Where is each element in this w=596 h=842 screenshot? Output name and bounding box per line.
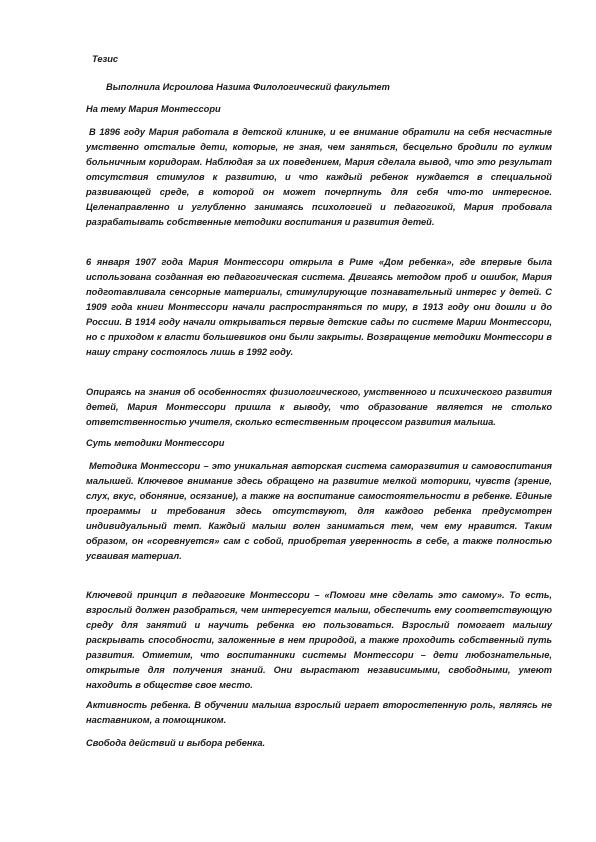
paragraph-3: Опираясь на знания об особенностях физиологического, умственного и психического развития детей, Мария Монтессори пришла к выводу, что образование является не столько ответственностью учителя, сколько естественным процессом развития малыша. bbox=[86, 387, 552, 427]
author-line: Выполнила Исроилова Назима Филологический факультет bbox=[106, 82, 390, 92]
paragraph-6: Активность ребенка. В обучении малыша взрослый играет второстепенную роль, являясь не наставником, а помощником. bbox=[86, 700, 552, 725]
paragraph-1: В 1896 году Мария работала в детской клинике, и ее внимание обратили на себя несчастные умственно отсталые дети, которые, не зная, чем заняться, бесцельно бродили по гулким больничным коридорам. Наблюдая за их поведением, Мария сделала вывод, что это результат отсутствия стимулов к развитию, и что каждый ребенок нуждается в специальной развивающей среде, в которой он может почерпнуть для себя что-то интересное. Целенаправленно и углубленно занимаясь психологией и педагогикой, Мария пробовала разрабатывать собственные методики воспитания и развития детей. bbox=[86, 127, 552, 227]
paragraph-7: Свобода действий и выбора ребенка. bbox=[86, 738, 266, 748]
section-heading: Суть методики Монтессори bbox=[86, 438, 225, 448]
paragraph-2: 6 января 1907 года Мария Монтессори открыла в Риме «Дом ребенка», где впервые была использована созданная ею педагогическая система. Двигаясь методом проб и ошибок, Мария подготавливала сенсорные материалы, стимулирующие познавательный интерес у детей. С 1909 года книги Монтессори начали распространяться по миру, в 1913 году они дошли и до России. В 1914 году начали открываться первые детские сады по системе Марии Монтессори, но с приходом к власти большевиков они были закрыты. Возвращение методики Монтессори в нашу страну состоялось лишь в 1992 году. bbox=[86, 257, 552, 357]
topic-line: На тему Мария Монтессори bbox=[86, 104, 221, 114]
document-title: Тезис bbox=[92, 54, 119, 64]
paragraph-5: Ключевой принцип в педагогике Монтессори – «Помоги мне сделать это самому». То есть, взрослый должен разобраться, чем интересуется малыш, обеспечить ему соответствующую среду для занятий и научить ребенка ею пользоваться. Взрослый помогает малышу раскрывать способности, заложенные в нем природой, а также проходить собственный путь развития. Отметим, что воспитанники системы Монтессори – дети любознательные, открытые для получения знаний. Они вырастают независимыми, свободными, умеют находить в обществе свое место. bbox=[86, 590, 552, 690]
paragraph-4: Методика Монтессори – это уникальная авторская система саморазвития и самовоспитания малышей. Ключевое внимание здесь обращено на развитие мелкой моторики, чувств (зрение, слух, вкус, обоняние, осязание), а также на воспитание самостоятельности в ребенке. Единые программы и требования здесь отсутствуют, для каждого ребенка предусмотрен индивидуальный темп. Каждый малыш волен заниматься тем, чем ему нравится. Таким образом, он «соревнуется» сам с собой, приобретая уверенность в себе, а также полностью усваивая материал. bbox=[86, 461, 552, 561]
